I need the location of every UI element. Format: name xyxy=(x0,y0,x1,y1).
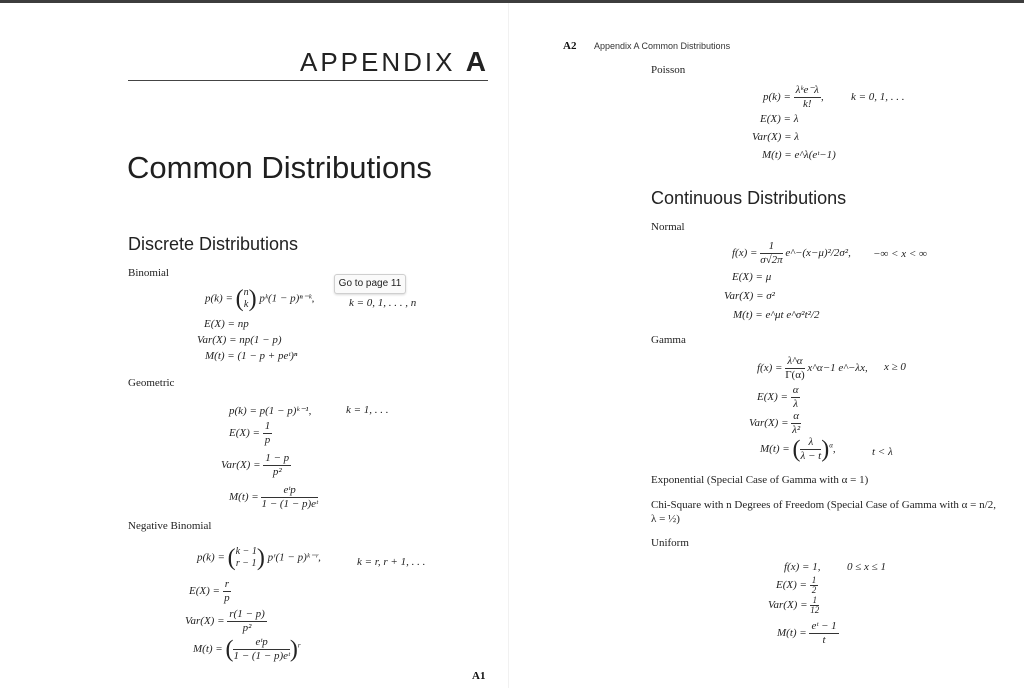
geometric-mean-num: 1 xyxy=(264,420,271,432)
geometric-var-num: 1 − p xyxy=(265,452,290,464)
chisquare-note-line2: λ = ½) xyxy=(651,513,680,525)
gamma-mgf-num: λ xyxy=(800,436,821,450)
negbin-mgf-lhs: M(t) = xyxy=(193,643,223,656)
gamma-pdf-lhs: f(x) = xyxy=(757,362,783,375)
poisson-label: Poisson xyxy=(651,64,686,76)
gamma-mgf-exponent: α xyxy=(829,441,833,450)
normal-variance: Var(X) = σ² xyxy=(724,290,775,302)
gamma-mgf-condition: t < λ xyxy=(872,446,893,458)
gamma-mgf-den: λ − t xyxy=(800,450,822,462)
geometric-mgf-den: 1 − (1 − p)eᵗ xyxy=(261,498,318,510)
gamma-var-num: α xyxy=(793,410,800,422)
poisson-pmf: p(k) = λᵏe⁻λ k! , xyxy=(763,84,824,110)
running-head: Appendix A Common Distributions xyxy=(594,41,731,51)
binomial-pmf-rhs: pᵏ(1 − p)ⁿ⁻ᵏ, xyxy=(259,292,315,305)
poisson-support: k = 0, 1, . . . xyxy=(851,91,905,103)
negbin-var-den: p² xyxy=(242,622,252,634)
normal-pdf-num: 1 xyxy=(760,240,782,254)
goto-page-button[interactable]: Go to page 11 xyxy=(334,274,406,294)
normal-pdf-den: σ√2π xyxy=(760,254,783,266)
binomial-mgf: M(t) = (1 − p + peᵗ)ⁿ xyxy=(205,350,298,362)
binomial-coef-top: n xyxy=(243,287,249,298)
gamma-var-lhs: Var(X) = xyxy=(749,417,789,430)
normal-pdf xyxy=(732,240,851,267)
gamma-mgf-lhs: M(t) = xyxy=(760,443,790,456)
appendix-word: APPENDIX xyxy=(300,47,456,77)
uniform-var-num: 1 xyxy=(810,596,819,606)
poisson-mgf: M(t) = e^λ(eᵗ−1) xyxy=(762,149,836,161)
title-rule xyxy=(128,80,488,81)
negative-binomial-label: Negative Binomial xyxy=(128,520,212,532)
uniform-support: 0 ≤ x ≤ 1 xyxy=(847,561,886,573)
exponential-note: Exponential (Special Case of Gamma with α = 1) xyxy=(651,474,869,486)
negbin-mgf-exponent: r xyxy=(297,641,301,650)
negbin-support: k = r, r + 1, . . . xyxy=(357,556,426,568)
uniform-var-den: 12 xyxy=(810,605,820,615)
uniform-variance xyxy=(768,596,819,615)
normal-label: Normal xyxy=(651,221,685,233)
uniform-mean-lhs: E(X) = xyxy=(776,579,807,592)
gamma-mean-num: α xyxy=(792,384,799,396)
normal-pdf-tail: e^−(x−μ)²/2σ², xyxy=(785,247,851,260)
gamma-variance xyxy=(749,410,801,437)
chisquare-note-line1: Chi-Square with n Degrees of Freedom (Special Case of Gamma with α = n/2, xyxy=(651,499,996,511)
uniform-mgf-lhs: M(t) = xyxy=(777,627,807,640)
appendix-letter: A xyxy=(465,46,486,77)
negbin-variance xyxy=(185,608,267,635)
poisson-pmf-den: k! xyxy=(803,98,812,110)
right-page-number: A2 xyxy=(563,40,577,52)
gamma-var-den: λ² xyxy=(792,424,801,436)
negbin-pmf-lhs: p(k) = xyxy=(197,551,225,564)
poisson-variance: Var(X) = λ xyxy=(752,131,800,143)
gamma-mean-den: λ xyxy=(793,398,798,410)
appendix-heading xyxy=(300,46,486,78)
geometric-support: k = 1, . . . xyxy=(346,404,389,416)
binomial-support: k = 0, 1, . . . , n xyxy=(349,297,417,309)
uniform-var-lhs: Var(X) = xyxy=(768,599,808,612)
geometric-mgf-num: eᵗp xyxy=(261,484,317,498)
negbin-mean xyxy=(189,578,231,605)
negbin-var-num: r(1 − p) xyxy=(229,608,265,620)
uniform-mgf-num: eᵗ − 1 xyxy=(811,620,837,632)
gamma-pdf-num: λ^α xyxy=(785,355,804,369)
geometric-mgf-lhs: M(t) = xyxy=(229,491,259,504)
negbin-pmf: p(k) = ( k − 1 r − 1 ) pʳ(1 − p)ᵏ⁻ʳ, xyxy=(197,545,321,571)
gamma-support: x ≥ 0 xyxy=(884,361,906,373)
binomial-coef-bottom: k xyxy=(243,299,249,310)
geometric-mean-lhs: E(X) = xyxy=(229,427,260,440)
binomial-pmf-lhs: p(k) = xyxy=(205,292,233,305)
binomial-pmf: p(k) = ( n k ) pᵏ(1 − p)ⁿ⁻ᵏ, xyxy=(205,286,315,312)
geometric-pmf: p(k) = p(1 − p)ᵏ⁻¹, xyxy=(229,405,312,417)
gamma-mean-lhs: E(X) = xyxy=(757,391,788,404)
geometric-mean xyxy=(229,420,272,447)
geometric-variance xyxy=(221,452,291,479)
uniform-mgf-den: t xyxy=(822,634,826,646)
negbin-pmf-rhs: pʳ(1 − p)ᵏ⁻ʳ, xyxy=(267,551,321,564)
negbin-var-lhs: Var(X) = xyxy=(185,615,225,628)
negbin-mean-lhs: E(X) = xyxy=(189,585,220,598)
binomial-variance: Var(X) = np(1 − p) xyxy=(197,334,282,346)
discrete-section-heading: Discrete Distributions xyxy=(128,234,299,254)
geometric-mean-den: p xyxy=(264,434,271,446)
negbin-coef-bottom: r − 1 xyxy=(235,558,257,569)
uniform-mgf xyxy=(777,620,839,647)
gamma-pdf xyxy=(757,355,868,382)
poisson-pmf-num: λᵏe⁻λ xyxy=(795,84,819,96)
negbin-mean-num: r xyxy=(224,578,229,590)
negbin-mgf-den: 1 − (1 − p)eᵗ xyxy=(233,650,290,662)
geometric-label: Geometric xyxy=(128,377,175,389)
gamma-mgf: M(t) = ( $\frac{\lambda}{\lambda - t}$ )$^\alpha$, xyxy=(760,436,836,463)
binomial-mean: E(X) = np xyxy=(204,318,249,330)
negbin-coef-top: k − 1 xyxy=(235,546,257,557)
negbin-mean-den: p xyxy=(224,592,230,604)
normal-pdf-lhs: f(x) = xyxy=(732,247,758,260)
uniform-pdf: f(x) = 1, xyxy=(784,561,821,573)
gamma-mean xyxy=(757,384,800,411)
window-top-bar xyxy=(0,0,1024,3)
normal-mgf: M(t) = e^μt e^σ²t²/2 xyxy=(733,309,820,321)
negbin-mgf-num: eᵗp xyxy=(233,636,289,650)
gamma-pdf-den: Γ(α) xyxy=(785,369,805,381)
geometric-mgf xyxy=(229,484,318,511)
geometric-var-den: p² xyxy=(272,466,282,478)
poisson-mean: E(X) = λ xyxy=(760,113,799,125)
negbin-mgf: M(t) = ( eᵗp 1 − (1 − p)eᵗ )$^r$ xyxy=(193,636,301,663)
normal-support: −∞ < x < ∞ xyxy=(873,248,927,260)
binomial-label: Binomial xyxy=(128,267,169,279)
gamma-pdf-tail: x^α−1 e^−λx, xyxy=(807,362,868,375)
poisson-pmf-lhs: p(k) = xyxy=(763,91,791,104)
uniform-mean-den: 2 xyxy=(811,585,817,595)
uniform-mean-num: 1 xyxy=(811,575,817,585)
page-title: Common Distributions xyxy=(127,150,432,185)
page-divider xyxy=(508,3,509,688)
gamma-label: Gamma xyxy=(651,334,686,346)
normal-mean: E(X) = μ xyxy=(732,271,772,283)
uniform-label: Uniform xyxy=(651,537,689,549)
left-page-number: A1 xyxy=(472,670,486,682)
continuous-section-heading: Continuous Distributions xyxy=(651,188,847,208)
uniform-mean xyxy=(776,576,818,595)
geometric-var-lhs: Var(X) = xyxy=(221,459,261,472)
